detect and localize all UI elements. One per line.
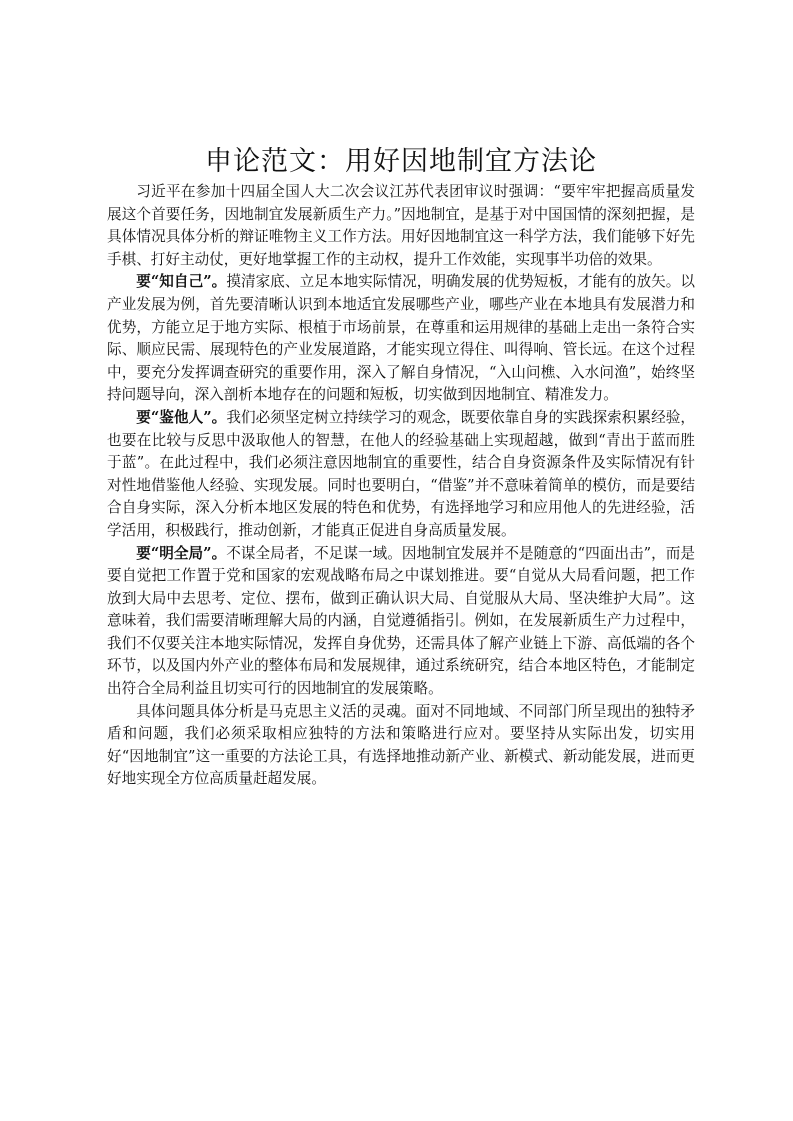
paragraph-text: 具体问题具体分析是马克思主义活的灵魂。面对不同地域、不同部门所呈现出的独特矛盾和问题，我们必须采取相应独特的方法和策略进行应对。要坚持从实际出发，切实用好“因地制宜”这一重要的方法论工具，有选择地推动新产业、新模式、新动能发展，进而更好地实现全方位高质量赶超发展。 (107, 702, 695, 788)
paragraph-learn-from-others (107, 407, 695, 543)
paragraph-lead: 要“鉴他人”。 (136, 408, 227, 426)
paragraph-text: 不谋全局者，不足谋一域。因地制宜发展并不是随意的“四面出击”，而是要自觉把工作置于党和国家的宏观战略布局之中谋划推进。要“自觉从大局看问题，把工作放到大局中去思考、定位、摆布，做到正确认识大局、自觉服从大局、坚决维护大局”。这意味着，我们需要清晰理解大局的内涵，自觉遵循指引。例如，在发展新质生产力过程中，我们不仅要关注本地实际情况，发挥自身优势，还需具体了解产业链上下游、高低端的各个环节，以及国内外产业的整体布局和发展规律，通过系统研究，结合本地区特色，才能制定出符合全局利益且切实可行的因地制宜的发展策略。 (107, 544, 695, 698)
paragraph-text: 摸清家底、立足本地实际情况，明确发展的优势短板，才能有的放矢。以产业发展为例，首先要清晰认识到本地适宜发展哪些产业，哪些产业在本地具有发展潜力和优势，方能立足于地方实际、根植于市场前景，在尊重和运用规律的基础上走出一条符合实际、顺应民需、展现特色的产业发展道路，才能实现立得住、叫得响、管长远。在这个过程中，要充分发挥调查研究的重要作用，深入了解自身情况，“入山问樵、入水问渔”，始终坚持问题导向，深入剖析本地存在的问题和短板，切实做到因地制宜、精准发力。 (107, 273, 695, 404)
paragraph-see-the-whole (107, 543, 695, 701)
paragraph-intro (107, 181, 695, 271)
paragraph-lead: 要“明全局”。 (136, 544, 227, 562)
paragraph-know-yourself (107, 271, 695, 407)
paragraph-conclusion (107, 701, 695, 791)
article-title: 申论范文：用好因地制宜方法论 (205, 146, 597, 177)
article-body (107, 143, 695, 791)
paragraph-text: 习近平在参加十四届全国人大二次会议江苏代表团审议时强调：“要牢牢把握高质量发展这个首要任务，因地制宜发展新质生产力。”因地制宜，是基于对中国国情的深刻把握，是具体情况具体分析的辩证唯物主义工作方法。用好因地制宜这一科学方法，我们能够下好先手棋、打好主动仗，更好地掌握工作的主动权，提升工作效能，实现事半功倍的效果。 (107, 183, 695, 268)
paragraph-lead: 要“知自己”。 (136, 273, 227, 291)
paragraph-text: 我们必须坚定树立持续学习的观念，既要依靠自身的实践探索积累经验，也要在比较与反思中汲取他人的智慧，在他人的经验基础上实现超越，做到“青出于蓝而胜于蓝”。在此过程中，我们必须注意因地制宜的重要性，结合自身资源条件及实际情况有针对性地借鉴他人经验、实现发展。同时也要明白，“借鉴”并不意味着简单的模仿，而是要结合自身实际，深入分析本地区发展的特色和优势，有选择地学习和应用他人的先进经验，活学活用，积极践行，推动创新，才能真正促进自身高质量发展。 (107, 408, 695, 539)
